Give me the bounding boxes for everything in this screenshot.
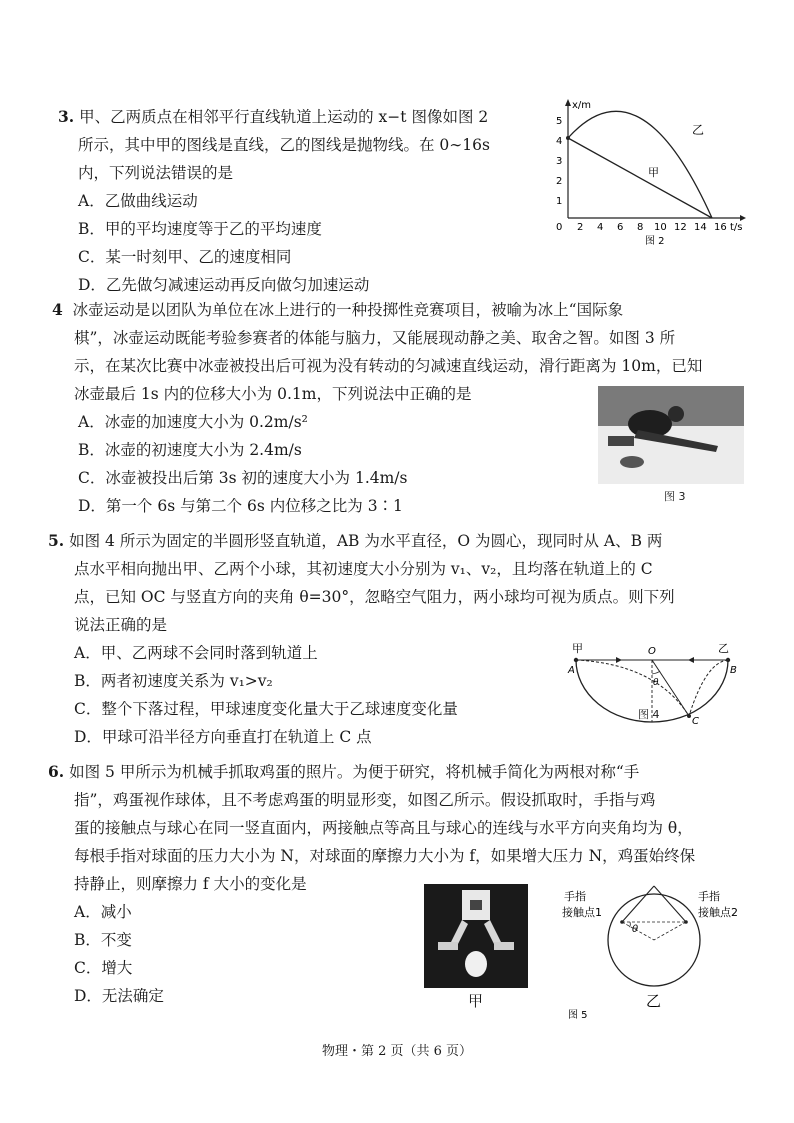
q6-number: 6. xyxy=(48,762,65,781)
figure-2-xt-graph xyxy=(540,96,750,246)
y-tick-3: 3 xyxy=(556,156,563,167)
start-point xyxy=(566,136,570,140)
label-a: A xyxy=(568,665,575,676)
q4-option-a: A．冰壶的加速度大小为 0.2m/s² xyxy=(78,413,308,431)
q6-line-3: 蛋的接触点与球心在同一竖直面内，两接触点等高且与球心的连线与水平方向夹角均为 θ， xyxy=(74,819,693,837)
q4-line-1: 4 冰壶运动是以团队为单位在冰上进行的一种投掷性竞赛项目，被喻为冰上“国际象 xyxy=(52,300,624,319)
x-axis-label: t/s xyxy=(730,222,743,233)
x-tick-12: 12 xyxy=(674,222,687,233)
q3-line-3: 内，下列说法错误的是 xyxy=(78,164,234,182)
y-axis-arrow xyxy=(565,99,571,106)
q3-line-2: 所示，其中甲的图线是直线，乙的图线是抛物线。在 0∼16s xyxy=(78,136,490,154)
q5-option-b: B．两者初速度关系为 v₁>v₂ xyxy=(74,672,273,690)
label-right-1: 手指 xyxy=(698,890,720,903)
figure-2-caption: 图 2 xyxy=(645,236,665,246)
q3-option-b: B．甲的平均速度等于乙的平均速度 xyxy=(78,220,322,238)
figure-3-caption: 图 3 xyxy=(664,490,686,503)
label-right-2: 接触点2 xyxy=(698,906,738,919)
label-yi: 乙 xyxy=(646,992,662,1010)
theta-arc xyxy=(629,922,630,927)
q3-option-a: A．乙做曲线运动 xyxy=(78,192,198,210)
label-theta: θ xyxy=(653,678,659,688)
q5-line-1: 5. 如图 4 所示为固定的半圆形竖直轨道，AB 为水平直径，O 为圆心，现同时从 A、B 两 xyxy=(48,531,663,550)
radius-right xyxy=(654,922,686,940)
x-tick-14: 14 xyxy=(694,222,707,233)
label-theta: θ xyxy=(632,924,639,935)
q6-option-a: A．减小 xyxy=(74,903,132,921)
q5-line-2: 点水平相向抛出甲、乙两个小球，其初速度大小分别为 v₁、v₂，且均落在轨道上的 C xyxy=(74,560,653,578)
arrow-yi xyxy=(688,657,694,663)
q4-option-b: B．冰壶的初速度大小为 2.4m/s xyxy=(78,441,302,459)
label-yi: 乙 xyxy=(718,642,729,655)
q3-number: 3. xyxy=(58,107,75,126)
label-o: O xyxy=(648,646,656,657)
line-jia xyxy=(568,138,712,218)
q5-line-4: 说法正确的是 xyxy=(74,616,168,634)
q5-line-3: 点，已知 OC 与竖直方向的夹角 θ=30°，忽略空气阻力，两小球均可视为质点。则下列 xyxy=(74,588,675,606)
q4-number: 4 xyxy=(52,300,63,319)
label-jia: 甲 xyxy=(572,642,583,655)
y-tick-4: 4 xyxy=(556,136,563,147)
point-c xyxy=(687,714,691,718)
label-left-1: 手指 xyxy=(564,890,586,903)
y-tick-5: 5 xyxy=(556,116,563,127)
trajectory-jia xyxy=(576,660,689,716)
x-tick-4: 4 xyxy=(597,222,604,233)
q5-option-d: D．甲球可沿半径方向垂直打在轨道上 C 点 xyxy=(74,728,372,746)
figure-5-jia-photo xyxy=(424,884,528,988)
question-3 xyxy=(58,103,490,299)
arrow-jia xyxy=(616,657,622,663)
q6-line-1: 6. 如图 5 甲所示为机械手抓取鸡蛋的照片。为便于研究，将机械手简化为两根对称“手 xyxy=(48,762,640,781)
parabola-yi xyxy=(568,111,712,218)
q6-option-c: C．增大 xyxy=(74,959,133,977)
q4-line-2: 棋”，冰壶运动既能考验参赛者的体能与脑力，又能展现动静之美、取舍之智。如图 3 所 xyxy=(74,329,676,347)
point-b xyxy=(726,658,730,662)
q5-number: 5. xyxy=(48,531,65,550)
q3-option-d: D．乙先做匀减速运动再反向做匀加速运动 xyxy=(78,276,370,294)
x-tick-16: 16 xyxy=(714,222,727,233)
y-axis-label: x/m xyxy=(572,100,592,111)
q6-line-4: 每根手指对球面的压力大小为 N，对球面的摩擦力大小为 f，如果增大压力 N，鸡蛋始终保 xyxy=(74,847,696,865)
page-footer: 物理・第 2 页（共 6 页） xyxy=(321,1044,473,1059)
x-tick-6: 6 xyxy=(617,222,624,233)
figure-5-jia-label: 甲 xyxy=(468,992,484,1010)
y-tick-2: 2 xyxy=(556,176,563,187)
q5-option-a: A．甲、乙两球不会同时落到轨道上 xyxy=(74,644,318,662)
theta-arc xyxy=(652,671,660,674)
point-a xyxy=(574,658,578,662)
label-c: C xyxy=(692,716,699,726)
q4-option-d: D．第一个 6s 与第二个 6s 内位移之比为 3∶1 xyxy=(78,497,403,515)
q6-line-2: 指”，鸡蛋视作球体，且不考虑鸡蛋的明显形变，如图乙所示。假设抓取时，手指与鸡 xyxy=(74,791,656,809)
q4-line-3: 示，在某次比赛中冰壶被投出后可视为没有转动的匀减速直线运动，滑行距离为 10m，已知 xyxy=(74,357,703,375)
figure-5-caption: 图 5 xyxy=(568,1010,588,1020)
q5-option-c: C．整个下落过程，甲球速度变化量大于乙球速度变化量 xyxy=(74,700,458,718)
x-tick-10: 10 xyxy=(654,222,667,233)
label-b: B xyxy=(730,665,737,676)
trajectory-yi xyxy=(689,660,728,716)
q4-line-4: 冰壶最后 1s 内的位移大小为 0.1m，下列说法中正确的是 xyxy=(74,385,472,403)
q6-line-5: 持静止，则摩擦力 f 大小的变化是 xyxy=(74,875,307,893)
q3-line-1: 3. 甲、乙两质点在相邻平行直线轨道上运动的 x−t 图像如图 2 xyxy=(58,107,489,126)
figure-3-curling-photo xyxy=(598,386,744,484)
contact-point-2 xyxy=(684,920,688,924)
q6-option-d: D．无法确定 xyxy=(74,987,164,1005)
label-yi: 乙 xyxy=(692,123,705,137)
q3-option-c: C．某一时刻甲、乙的速度相同 xyxy=(78,248,292,266)
finger-right xyxy=(654,886,686,922)
y-tick-1: 1 xyxy=(556,196,563,207)
finger-left xyxy=(622,886,654,922)
q4-option-c: C．冰壶被投出后第 3s 初的速度大小为 1.4m/s xyxy=(78,469,408,487)
label-left-2: 接触点1 xyxy=(562,906,602,919)
x-axis-arrow xyxy=(740,215,746,221)
q6-option-b: B．不变 xyxy=(74,931,132,949)
contact-point-1 xyxy=(620,920,624,924)
x-tick-8: 8 xyxy=(637,222,644,233)
x-tick-2: 2 xyxy=(577,222,584,233)
figure-5-yi-diagram xyxy=(556,880,756,1020)
origin-label: 0 xyxy=(556,222,563,233)
label-jia: 甲 xyxy=(648,166,659,179)
figure-4-caption: 图 4 xyxy=(638,708,660,721)
